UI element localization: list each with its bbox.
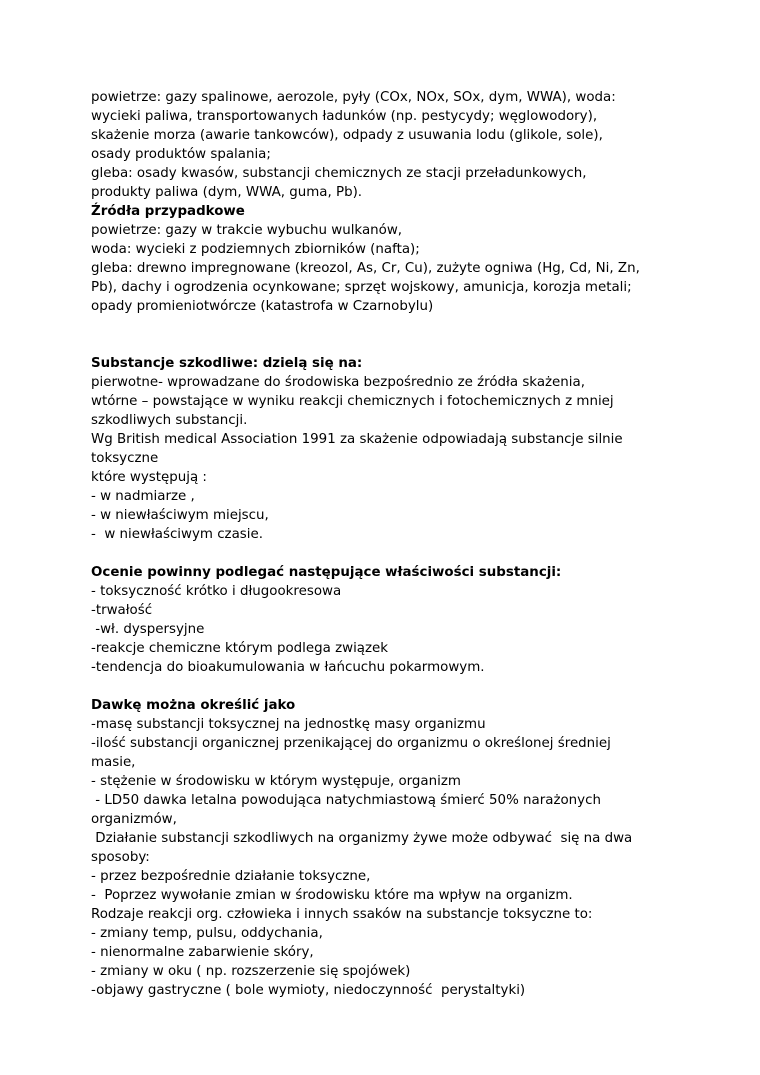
section-harmful-substances [91, 354, 691, 544]
text-line: - toksyczność krótko i długookresowa [91, 584, 342, 599]
text-line: - przez bezpośrednie działanie toksyczne, [91, 869, 371, 884]
section-heading: Substancje szkodliwe: dzielą się na: [91, 356, 363, 371]
text-line: opady promieniotwórcze (katastrofa w Czarnobylu) [91, 299, 434, 314]
text-line: Działanie substancji szkodliwych na organizmy żywe może odbywać się na dwa [91, 831, 633, 846]
text-line: Rodzaje reakcji org. człowieka i innych ssaków na substancje toksyczne to: [91, 907, 593, 922]
text-line: - w niewłaściwym miejscu, [91, 508, 269, 523]
text-line: -masę substancji toksycznej na jednostkę masy organizmu [91, 717, 486, 732]
text-line: - stężenie w środowisku w którym występuje, organizm [91, 774, 461, 789]
text-line: - zmiany temp, pulsu, oddychania, [91, 926, 323, 941]
text-line: powietrze: gazy spalinowe, aerozole, pyły (COx, NOx, SOx, dym, WWA), woda: [91, 90, 616, 105]
blank-line [91, 335, 691, 354]
text-line: szkodliwych substancji. [91, 413, 248, 428]
section-dose-definition [91, 696, 691, 1000]
text-line: -objawy gastryczne ( bole wymioty, niedoczynność perystaltyki) [91, 983, 526, 998]
section-heading: Dawkę można określić jako [91, 698, 296, 713]
text-line: -ilość substancji organicznej przenikającej do organizmu o określonej średniej [91, 736, 611, 751]
text-line: - nienormalne zabarwienie skóry, [91, 945, 314, 960]
text-line: -wł. dyspersyjne [91, 622, 205, 637]
text-line: wycieki paliwa, transportowanych ładunków (np. pestycydy; węglowodory), [91, 109, 598, 124]
section-heading: Ocenie powinny podlegać następujące właściwości substancji: [91, 565, 562, 580]
text-line: toksyczne [91, 451, 159, 466]
text-line: -tendencja do bioakumulowania w łańcuchu pokarmowym. [91, 660, 485, 675]
text-line: - LD50 dawka letalna powodująca natychmiastową śmierć 50% narażonych [91, 793, 601, 808]
text-line: powietrze: gazy w trakcie wybuchu wulkanów, [91, 223, 403, 238]
text-line: -trwałość [91, 603, 153, 618]
text-line: - w niewłaściwym czasie. [91, 527, 263, 542]
text-line: Wg British medical Association 1991 za skażenie odpowiadają substancje silnie [91, 432, 623, 447]
section-pollution-sources [91, 88, 691, 202]
text-line: - w nadmiarze , [91, 489, 195, 504]
section-accidental-sources [91, 202, 691, 316]
text-line: Pb), dachy i ogrodzenia ocynkowane; sprzęt wojskowy, amunicja, korozja metali; [91, 280, 632, 295]
text-line: skażenie morza (awarie tankowców), odpady z usuwania lodu (glikole, sole), [91, 128, 603, 143]
blank-line [91, 316, 691, 335]
blank-line [91, 677, 691, 696]
text-line: masie, [91, 755, 136, 770]
text-line: sposoby: [91, 850, 150, 865]
text-line: - zmiany w oku ( np. rozszerzenie się spojówek) [91, 964, 411, 979]
text-line: osady produktów spalania; [91, 147, 271, 162]
text-line: organizmów, [91, 812, 177, 827]
section-assessment-properties [91, 563, 691, 677]
text-line: gleba: drewno impregnowane (kreozol, As, Cr, Cu), zużyte ogniwa (Hg, Cd, Ni, Zn, [91, 261, 640, 276]
blank-line [91, 544, 691, 563]
text-line: pierwotne- wprowadzane do środowiska bezpośrednio ze źródła skażenia, [91, 375, 585, 390]
text-line: gleba: osady kwasów, substancji chemicznych ze stacji przeładunkowych, [91, 166, 587, 181]
text-line: woda: wycieki z podziemnych zbiorników (nafta); [91, 242, 420, 257]
text-line: produkty paliwa (dym, WWA, guma, Pb). [91, 185, 363, 200]
section-heading: Źródła przypadkowe [91, 204, 245, 219]
text-line: które występują : [91, 470, 207, 485]
text-line: - Poprzez wywołanie zmian w środowisku które ma wpływ na organizm. [91, 888, 573, 903]
text-line: wtórne – powstające w wyniku reakcji chemicznych i fotochemicznych z mniej [91, 394, 614, 409]
text-line: -reakcje chemiczne którym podlega związek [91, 641, 389, 656]
document-page [91, 88, 691, 1000]
